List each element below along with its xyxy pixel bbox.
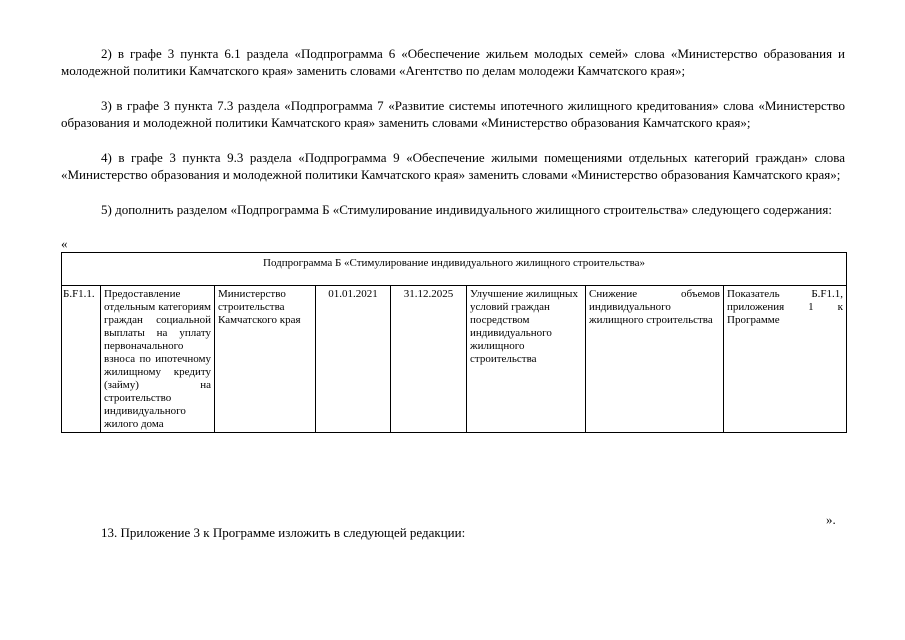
subprogram-table (61, 252, 847, 433)
paragraph-3: 3) в графе 3 пункта 7.3 раздела «Подпрограмма 7 «Развитие системы ипотечного жилищного кредитования» слова «Министерство образования и молодежной политики Камчатского края» заменить словами «Министерство образования Камчатского края»; (61, 98, 845, 130)
paragraph-13: 13. Приложение 3 к Программе изложить в следующей редакции: (101, 525, 466, 540)
cell-number: Б.F1.1. (62, 286, 101, 433)
cell-indicator: Показатель Б.F1.1, приложения 1 к Программе (724, 286, 847, 433)
paragraph-4: 4) в графе 3 пункта 9.3 раздела «Подпрограмма 9 «Обеспечение жилыми помещениями отдельных категорий граждан» слова «Министерство образования и молодежной политики Камчатского края» заменить словами «Министерство образования Камчатского края»; (61, 150, 845, 182)
table-data-row (62, 286, 847, 433)
cell-consequence: Снижение объемов индивидуального жилищного строительства (586, 286, 724, 433)
paragraph-5: 5) дополнить разделом «Подпрограмма Б «Стимулирование индивидуального жилищного строительства» следующего содержания: (101, 202, 832, 217)
cell-effect: Улучшение жилищных условий граждан посредством индивидуального жилищного строительства (467, 286, 586, 433)
paragraph-2: 2) в графе 3 пункта 6.1 раздела «Подпрограмма 6 «Обеспечение жильем молодых семей» слова «Министерство образования и молодежной политики Камчатского края» заменить словами «Агентство по делам молодежи Камчатского края»; (61, 46, 845, 78)
table-title: Подпрограмма Б «Стимулирование индивидуального жилищного строительства» (62, 253, 847, 286)
cell-measure: Предоставление отдельным категориям граждан социальной выплаты на уплату первоначального взноса по ипотечному жилищному кредиту (займу) на строительство индивидуального жилого дома (101, 286, 215, 433)
cell-end-date: 31.12.2025 (391, 286, 467, 433)
table-title-row (62, 253, 847, 286)
cell-start-date: 01.01.2021 (316, 286, 391, 433)
open-quote: « (61, 236, 68, 251)
close-quote: ». (826, 512, 836, 527)
cell-executor: Министерство строительства Камчатского края (215, 286, 316, 433)
